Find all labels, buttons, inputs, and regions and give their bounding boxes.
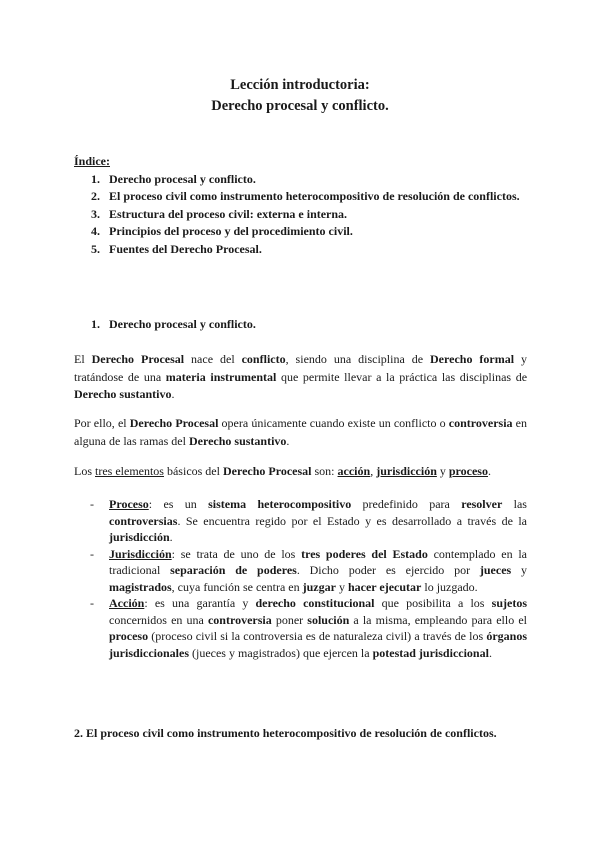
section2-heading: 2. El proceso civil como instrumento heterocompositivo de resolución de conflictos. [74, 726, 497, 740]
section1-paragraph3: Los tres elementos básicos del Derecho Procesal son: acción, jurisdicción y proceso. [74, 464, 491, 478]
section1-paragraph1: El Derecho Procesal nace del conflicto, siendo una disciplina de Derecho formal y tratándose de una materia instrumental que permite llevar a la práctica las disciplinas de Derecho sustantivo. [74, 352, 528, 401]
index-item: 1. Derecho procesal y conflicto. [91, 171, 256, 186]
index-block [74, 153, 527, 258]
index-list [74, 171, 527, 259]
list-item-accion: - Acción: es una garantía y derecho constitucional que posibilita a los sujetos concernidos en una controversia poner solución a la misma, empleando para ello el proceso (proceso civil si la controversia es de naturaleza civil) a través de los órganos jurisdiccionales (jueces y magistrados) que ejercen la potestad jurisdiccional. [90, 596, 527, 660]
list-item-jurisdiccion: - Jurisdicción: se trata de uno de los tres poderes del Estado contemplado en la tradicional separación de poderes. Dicho poder es ejercido por jueces y magistrados, cuya función se centra en juzgar y hacer ejecutar lo juzgado. [90, 546, 527, 594]
list-item-proceso: - Proceso: es un sistema heterocompositivo predefinido para resolver las controversias. Se encuentra regido por el Estado y es desarrollado a través de la jurisdicción. [90, 497, 527, 544]
index-item: 5. Fuentes del Derecho Procesal. [91, 241, 262, 256]
document-title-line2: Derecho procesal y conflicto. [211, 98, 389, 114]
index-item: 2. El proceso civil como instrumento heterocompositivo de resolución de conflictos. [91, 189, 520, 203]
section1-paragraph2: Por ello, el Derecho Procesal opera únicamente cuando existe un conflicto o controversia en alguna de las ramas del Derecho sustantivo. [74, 416, 528, 448]
elements-list [74, 496, 527, 661]
section1-heading: 1. Derecho procesal y conflicto. [91, 317, 256, 331]
index-heading: Índice: [74, 154, 110, 168]
index-item: 3. Estructura del proceso civil: externa e interna. [91, 206, 348, 221]
index-item: 4. Principios del proceso y del procedimiento civil. [91, 224, 353, 238]
document-title-line1: Lección introductoria: [230, 77, 370, 93]
